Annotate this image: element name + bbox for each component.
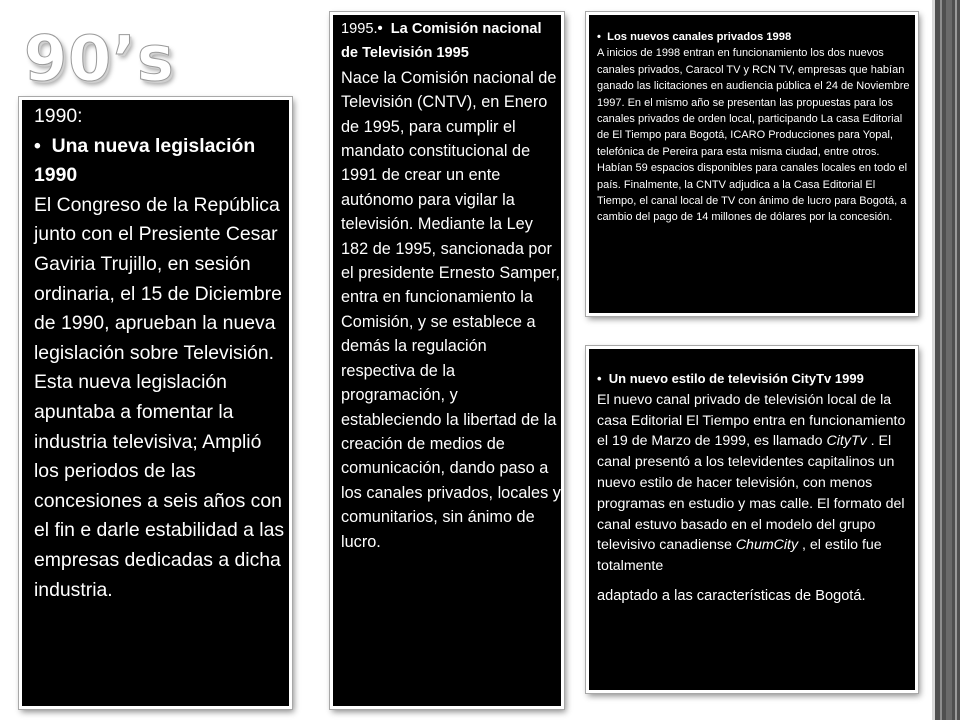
heading-1998: • Los nuevos canales privados 1998 [597,29,915,45]
box-1999-citytv [586,346,918,693]
body-1995: Nace la Comisión nacional de Televisión (CNTV), en Enero de 1995, para cumplir el mandato constitucional de 1991 de crear un ente autónomo para vigilar la televisión. Mediante la Ley 182 de 1995, sancionada por el presidente Ernesto Samper, entra en funcionamiento la Comisión, y se establece a demás la regulación respectiva de la programación, y estableciendo la libertad de la creación de medios de comunicación, dando paso a los canales privados, locales y comunitarios, sin ánimo de lucro. [341,68,561,551]
citytv-name: CityTv [826,433,867,450]
body-1999 [597,390,915,577]
right-edge-decoration [932,0,960,720]
box-1998-private-channels [586,12,918,316]
edge-stripe [955,0,957,720]
body-1999-start: El nuevo canal privado de televisión local de la casa Editorial El Tiempo entra en funcionamiento el 19 de Marzo de 1999, es llamado [597,391,906,450]
page-title: 90’s [24,22,175,95]
body-1999-end: , el estilo fue totalmente [597,537,882,575]
edge-stripe [946,0,952,720]
body-1999-last-line: adaptado a las características de Bogotá. [597,587,866,604]
body-1999-mid: . El canal presentó a los televidentes capitalinos un nuevo estilo de hacer televisión, con menos programas en estudio y mas calle. El formato del canal estuvo basado en el modelo del grupo televisivo canadiense [597,433,905,554]
body-1998: A inicios de 1998 entran en funcionamiento los dos nuevos canales privados, Caracol TV y RCN TV, empresas que habían ganado las licitaciones en audiencia pública el 24 de Noviembre 1997. En el mismo año se presentan las propuestas para los canales privados de orden local, participando La casa Editorial de El Tiempo para Bogotá, ICARO Producciones para Yopal, telefónica de Pereira para esta misma ciudad, entre otros. Habían 59 espacios disponibles para canales locales en todo el país. Finalmente, la CNTV adjudica a la Casa Editorial El Tiempo, el canal local de TV con ánimo de lucro para Bogotá, a cambio del pago de 14 millones de dólares por la concesión. [597,47,910,224]
heading-1999: • Un nuevo estilo de televisión CityTv 1999 [597,369,915,390]
box-1990-legislation [19,97,292,709]
heading-1990: • Una nueva legislación 1990 [34,132,289,191]
box-1995-cntv [330,12,564,709]
body-1990: El Congreso de la República junto con el Presiente Cesar Gaviria Trujillo, en sesión ordinaria, el 15 de Diciembre de 1990, aprueban la nueva legislación sobre Televisión. Esta nueva legislación apuntaba a fomentar la industria televisiva; Amplió los periodos de las concesiones a seis años con el fin e darle estabilidad a las empresas dedicadas a dicha industria. [34,193,285,601]
chumcity-name: ChumCity [735,537,799,554]
year-1995: 1995. [341,21,378,37]
heading-1995: • La Comisión nacional de Televisión 1995 [341,21,542,61]
edge-stripe [940,0,942,720]
edge-stripe [932,0,935,720]
year-1990: 1990: [34,105,83,127]
